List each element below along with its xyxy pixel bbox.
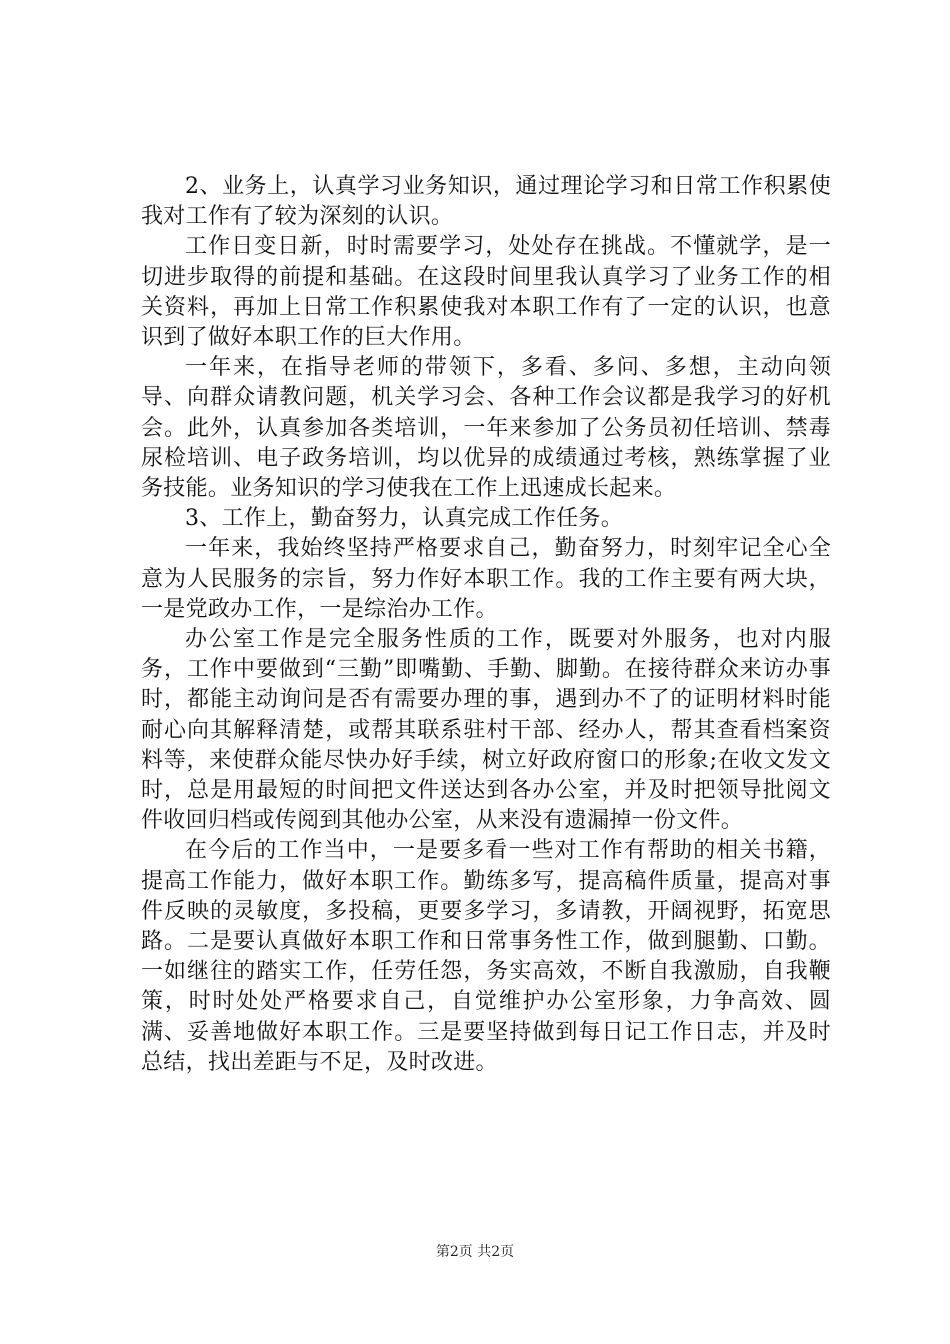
paragraph-2: 工作日变日新，时时需要学习，处处存在挑战。不懂就学，是一切进步取得的前提和基础。在这段时间里我认真学习了业务工作的相关资料，再加上日常工作积累使我对本职工作有了一定的认识，也意识到了做好本职工作的巨大作用。: [141, 234, 831, 351]
paragraph-7: 在今后的工作当中，一是要多看一些对工作有帮助的相关书籍，提高工作能力，做好本职工作。勤练多写，提高稿件质量，提高对事件反映的灵敏度，多投稿，更要多学习，多请教，开阔视野，拓宽思路。二是要认真做好本职工作和日常事务性工作，做到腿勤、口勤。一如继往的踏实工作，任劳任怨，务实高效，不断自我激励，自我鞭策，时时处处严格要求自己，自觉维护办公室形象，力争高效、圆满、妥善地做好本职工作。三是要坚持做到每日记工作日志，并及时总结，找出差距与不足，及时改进。: [141, 838, 831, 1075]
page-footer: 第2页 共2页: [435, 1244, 515, 1260]
paragraph-3: 一年来，在指导老师的带领下，多看、多问、多想，主动向领导、向群众请教问题，机关学习会、各种工作会议都是我学习的好机会。此外，认真参加各类培训，一年来参加了公务员初任培训、禁毒尿检培训、电子政务培训，均以优异的成绩通过考核，熟练掌握了业务技能。业务知识的学习使我在工作上迅速成长起来。: [141, 355, 831, 502]
paragraph-6: 办公室工作是完全服务性质的工作，既要对外服务，也对内服务，工作中要做到“三勤”即嘴勤、手勤、脚勤。在接待群众来访办事时，都能主动询问是否有需要办理的事，遇到办不了的证明材料时能耐心向其解释清楚，或帮其联系驻村干部、经办人，帮其查看档案资料等，来使群众能尽快办好手续，树立好政府窗口的形象;在收文发文时，总是用最短的时间把文件送达到各办公室，并及时把领导批阅文件收回归档或传阅到其他办公室，从来没有遗漏掉一份文件。: [141, 627, 831, 834]
paragraph-4: 3、工作上，勤奋努力，认真完成工作任务。: [185, 506, 623, 532]
paragraph-1: 2、业务上，认真学习业务知识，通过理论学习和日常工作积累使我对工作有了较为深刻的认识。: [141, 174, 831, 230]
document-body: [141, 172, 831, 1078]
paragraph-5: 一年来，我始终坚持严格要求自己，勤奋努力，时刻牢记全心全意为人民服务的宗旨，努力作好本职工作。我的工作主要有两大块，一是党政办工作，一是综治办工作。: [141, 536, 831, 622]
